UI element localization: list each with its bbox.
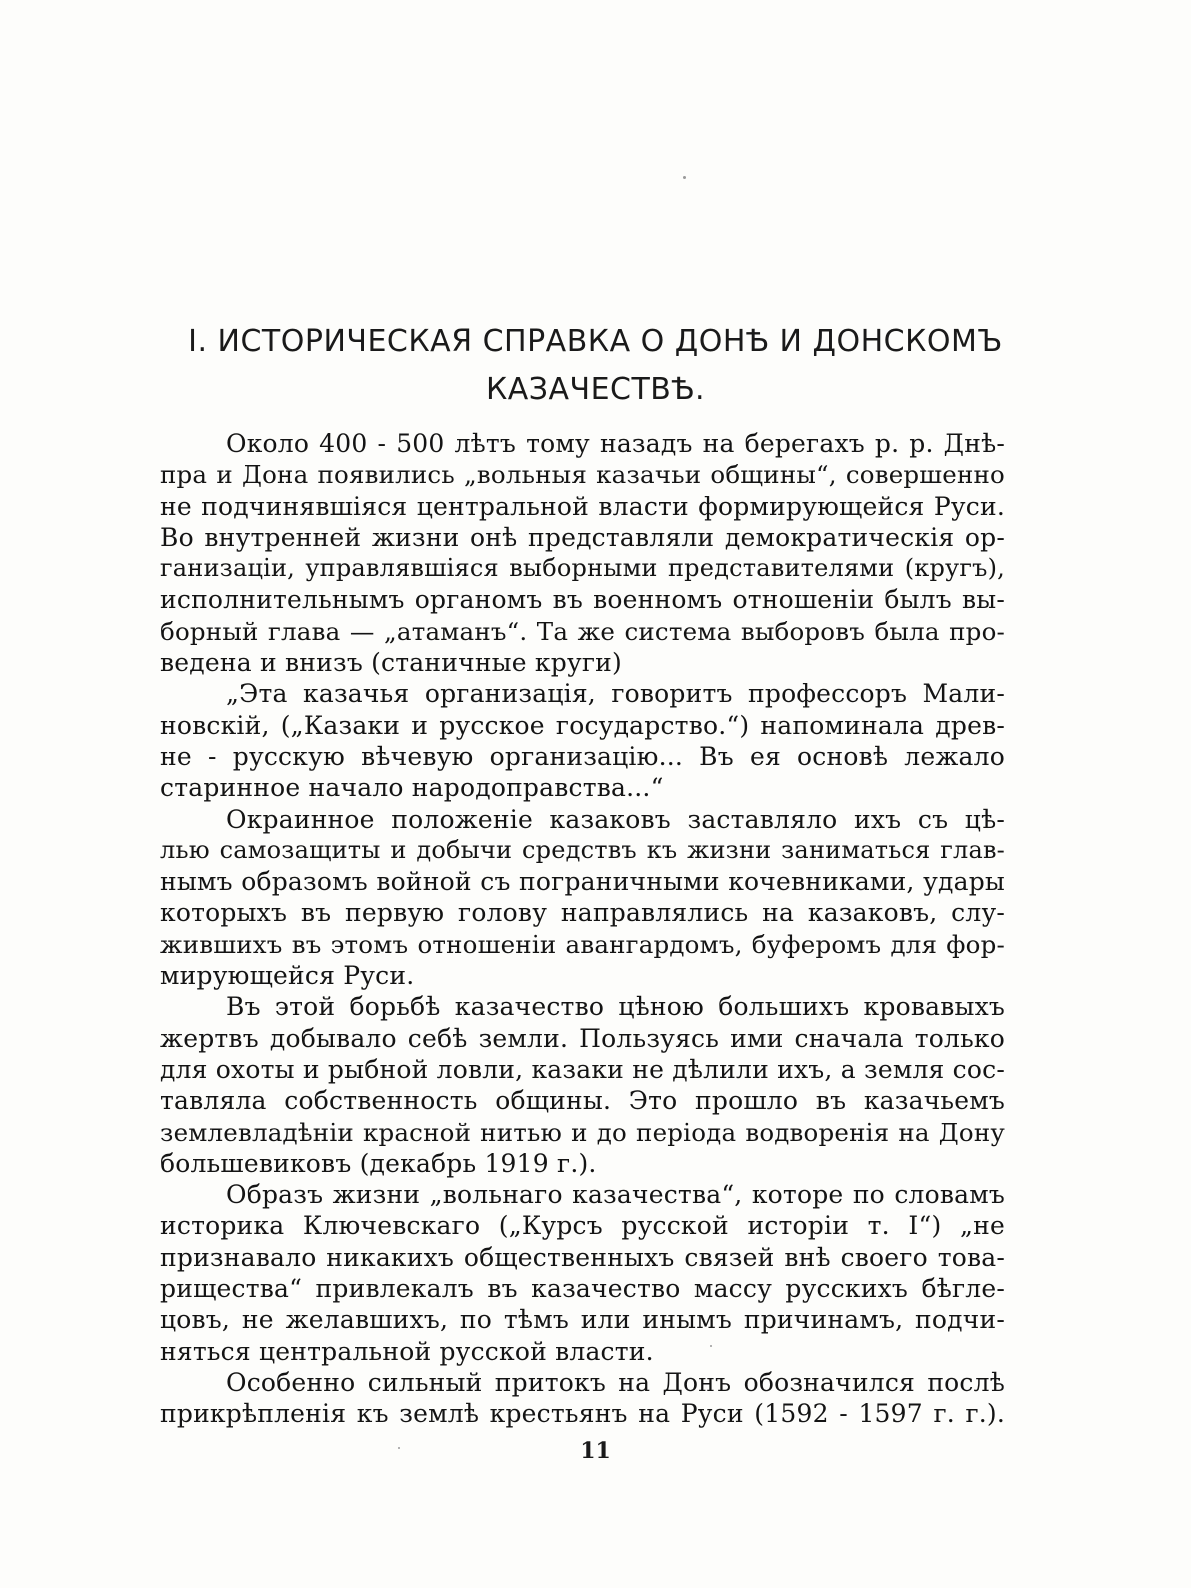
text-line: признавало никакихъ общественныхъ связей внѣ своего това- — [160, 1242, 1005, 1272]
text-line: „Эта казачья организація, говоритъ профессоръ Мали- — [226, 679, 1005, 709]
text-line: няться центральной русской власти. — [160, 1336, 654, 1366]
text-line: ганизаціи, управлявшіяся выборными представителями (кругъ), — [160, 554, 1005, 583]
text-line: лью самозащиты и добычи средствъ къ жизни заниматься глав- — [160, 835, 1005, 864]
text-line: ведена и внизъ (станичные круги) — [160, 648, 622, 678]
text-line: Въ этой борьбѣ казачество цѣною большихъ кровавыхъ — [226, 992, 1005, 1022]
text-line: землевладѣніи красной нитью и до періода водворенія на Дону — [160, 1117, 1005, 1147]
text-line: мирующейся Руси. — [160, 961, 415, 991]
text-line: новскій, („Казаки и русское государство.“) напоминала древ- — [160, 710, 1005, 740]
text-line: борный глава — „атаманъ“. Та же система выборовъ была про- — [160, 616, 1005, 646]
text-line: исполнительнымъ органомъ въ военномъ отношеніи былъ вы- — [160, 585, 1005, 615]
text-line: историка Ключевскаго („Курсъ русской исторіи т. I“) „не — [160, 1211, 1005, 1241]
text-line: рищества“ привлекалъ въ казачество массу русскихъ бѣгле- — [160, 1274, 1005, 1304]
text-line: прикрѣпленія къ землѣ крестьянъ на Руси (1592 - 1597 г. г.). — [160, 1399, 1005, 1429]
chapter-heading — [150, 318, 1041, 414]
text-line: Около 400 - 500 лѣтъ тому назадъ на берегахъ р. р. Днѣ- — [226, 429, 1005, 458]
text-line: Во внутренней жизни онѣ представляли демократическія ор- — [160, 522, 1005, 552]
text-line: Особенно сильный притокъ на Донъ обозначился послѣ — [226, 1367, 1005, 1397]
text-line: жертвъ добывало себѣ земли. Пользуясь ими сначала только — [160, 1023, 1005, 1053]
text-line: Образъ жизни „вольнаго казачества“, которе по словамъ — [226, 1180, 1005, 1210]
text-line: для охоты и рыбной ловли, казаки не дѣлили ихъ, а земля сос- — [160, 1054, 1005, 1084]
text-line: старинное начало народоправства...“ — [160, 773, 664, 803]
text-line: Окраинное положеніе казаковъ заставляло ихъ съ цѣ- — [226, 804, 1005, 834]
text-line: цовъ, не желавшихъ, по тѣмъ или инымъ причинамъ, подчи- — [160, 1305, 1005, 1335]
body-text — [160, 428, 1005, 1430]
text-line: нымъ образомъ войной съ пограничными кочевниками, удары — [160, 867, 1005, 897]
text-line: не - русскую вѣчевую организацію... Въ ея основѣ лежало — [160, 741, 1005, 771]
text-line: тавляла собственность общины. Это прошло въ казачьемъ — [160, 1086, 1005, 1116]
text-line: пра и Дона появились „вольныя казачьи общины“, совершенно — [160, 460, 1005, 490]
text-line: большевиковъ (декабрь 1919 г.). — [160, 1148, 597, 1178]
scan-speck — [683, 176, 686, 179]
text-line: не подчинявшіяся центральной власти формирующейся Руси. — [160, 491, 1005, 521]
chapter-heading-line-2: КАЗАЧЕСТВѢ. — [485, 372, 706, 407]
text-line: которыхъ въ первую голову направлялись на казаковъ, слу- — [160, 898, 1005, 928]
chapter-heading-line-1: I. ИСТОРИЧЕСКАЯ СПРАВКА О ДОНѢ И ДОНСКОМЪ — [188, 324, 1003, 359]
text-line: жившихъ въ этомъ отношеніи авангардомъ, буферомъ для фор- — [160, 929, 1005, 959]
page-number: 11 — [580, 1438, 611, 1464]
